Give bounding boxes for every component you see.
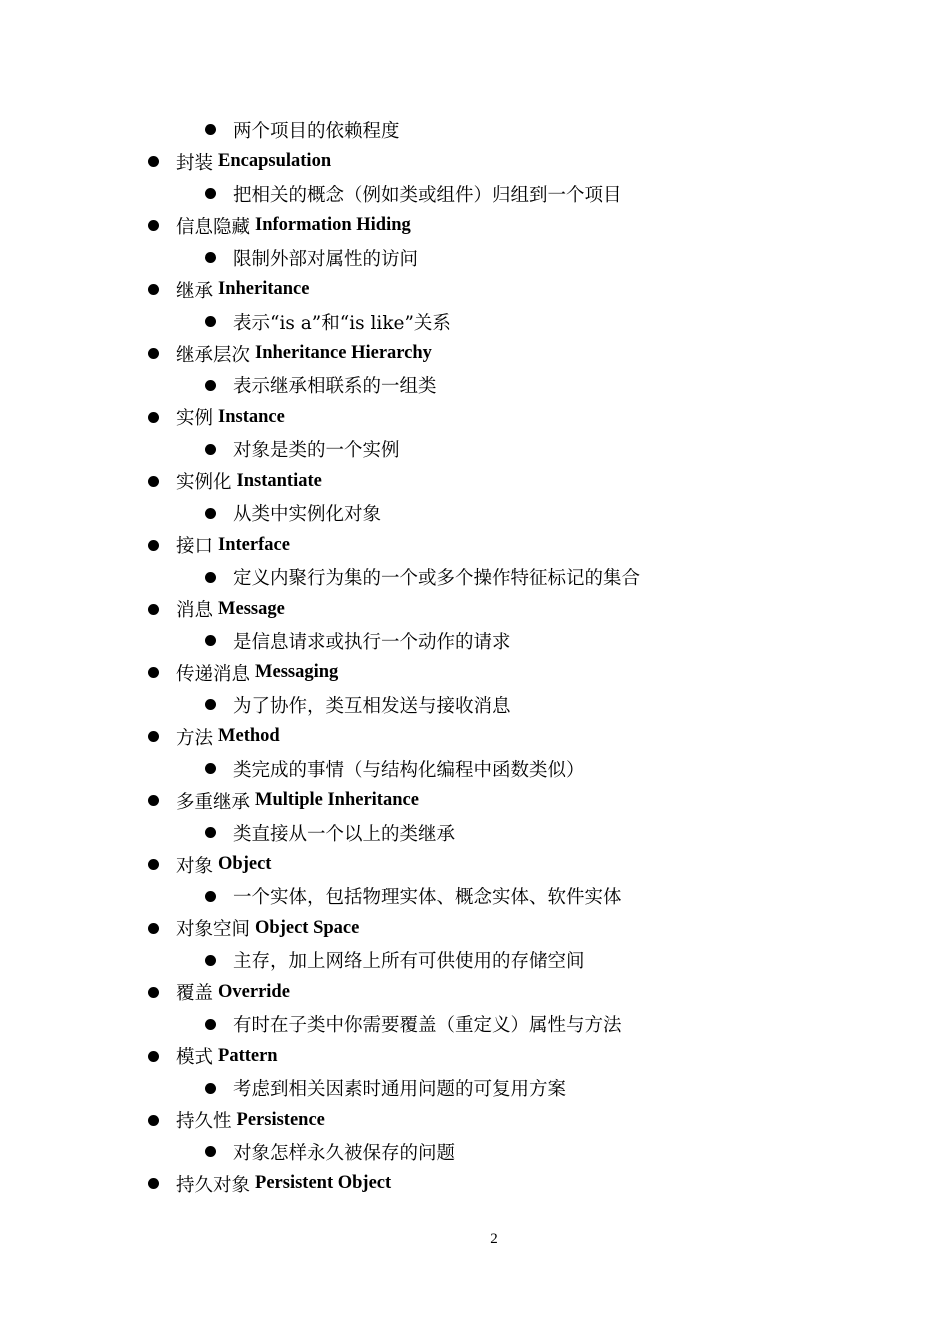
bullet-icon (205, 1019, 216, 1030)
bullet-icon (148, 284, 159, 295)
term-item (0, 1168, 950, 1200)
term-english: Persistence (236, 1109, 325, 1130)
term-english: Instantiate (236, 470, 322, 491)
term-english: Instance (218, 406, 285, 427)
bullet-icon (148, 795, 159, 806)
definition-text: 对象是类的一个实例 (233, 440, 400, 462)
term-chinese: 封装 (176, 152, 214, 174)
definition-text: 限制外部对属性的访问 (233, 248, 419, 270)
bullet-icon (148, 1178, 159, 1189)
term-chinese: 接口 (176, 536, 214, 558)
definition-text: 类直接从一个以上的类继承 (233, 823, 456, 845)
bullet-icon (148, 476, 159, 487)
bullet-icon (148, 1051, 159, 1062)
definition-item (0, 689, 950, 721)
bullet-icon (148, 1115, 159, 1126)
term-item (0, 210, 950, 242)
term-english: Override (218, 981, 290, 1002)
page-number: 2 (490, 1231, 498, 1247)
term-chinese: 持久性 (176, 1111, 232, 1133)
definition-text: 类完成的事情（与结构化编程中函数类似） (233, 759, 585, 781)
definition-item (0, 561, 950, 593)
bullet-icon (205, 444, 216, 455)
term-english: Pattern (218, 1045, 278, 1066)
definition-item (0, 1136, 950, 1168)
bullet-icon (205, 252, 216, 263)
bullet-icon (148, 731, 159, 742)
term-chinese: 信息隐藏 (176, 216, 251, 238)
term-english: Message (218, 598, 285, 619)
definition-item (0, 881, 950, 913)
term-item (0, 1104, 950, 1136)
term-chinese: 对象空间 (176, 919, 251, 941)
definition-text: 是信息请求或执行一个动作的请求 (233, 631, 511, 653)
term-item (0, 401, 950, 433)
term-english: Inheritance (218, 279, 310, 300)
definition-text: 表示“is a”和“is like”关系 (233, 312, 451, 334)
term-item (0, 976, 950, 1008)
bullet-icon (148, 667, 159, 678)
bullet-icon (148, 604, 159, 615)
bullet-icon (205, 188, 216, 199)
bullet-icon (205, 891, 216, 902)
term-item (0, 146, 950, 178)
bullet-icon (205, 699, 216, 710)
definition-item (0, 753, 950, 785)
term-chinese: 模式 (176, 1047, 214, 1069)
term-item (0, 338, 950, 370)
bullet-icon (205, 763, 216, 774)
bullet-icon (205, 508, 216, 519)
definition-text: 为了协作，类互相发送与接收消息 (233, 695, 511, 717)
definition-text: 表示继承相联系的一组类 (233, 376, 437, 398)
term-item (0, 657, 950, 689)
definition-item (0, 625, 950, 657)
definition-text: 一个实体，包括物理实体、概念实体、软件实体 (233, 887, 622, 909)
definition-text: 把相关的概念（例如类或组件）归组到一个项目 (233, 184, 622, 206)
bullet-icon (148, 540, 159, 551)
definition-item (0, 433, 950, 465)
definition-item (0, 242, 950, 274)
glossary-list (0, 114, 950, 1200)
term-item (0, 529, 950, 561)
definition-item (0, 497, 950, 529)
term-chinese: 传递消息 (176, 663, 251, 685)
definition-text: 两个项目的依赖程度 (233, 120, 400, 142)
term-item (0, 593, 950, 625)
term-english: Messaging (255, 662, 339, 683)
definition-item (0, 178, 950, 210)
bullet-icon (205, 124, 216, 135)
term-english: Persistent Object (255, 1173, 392, 1194)
bullet-icon (148, 412, 159, 423)
term-chinese: 对象 (176, 855, 214, 877)
definition-text: 有时在子类中你需要覆盖（重定义）属性与方法 (233, 1015, 622, 1037)
bullet-icon (148, 859, 159, 870)
term-english: Information Hiding (255, 215, 411, 236)
term-english: Multiple Inheritance (255, 790, 419, 811)
bullet-icon (205, 635, 216, 646)
term-english: Method (218, 726, 280, 747)
definition-text: 对象怎样永久被保存的问题 (233, 1142, 456, 1164)
bullet-icon (205, 1146, 216, 1157)
term-english: Object (218, 854, 272, 875)
definition-item (0, 114, 950, 146)
term-chinese: 消息 (176, 600, 214, 622)
definition-text: 定义内聚行为集的一个或多个操作特征标记的集合 (233, 568, 641, 590)
bullet-icon (205, 572, 216, 583)
term-chinese: 继承层次 (176, 344, 251, 366)
bullet-icon (148, 987, 159, 998)
term-english: Interface (218, 534, 290, 555)
bullet-icon (148, 348, 159, 359)
term-english: Encapsulation (218, 151, 332, 172)
term-item (0, 785, 950, 817)
bullet-icon (205, 827, 216, 838)
term-english: Inheritance Hierarchy (255, 343, 432, 364)
term-item (0, 1040, 950, 1072)
term-chinese: 实例化 (176, 472, 232, 494)
bullet-icon (205, 1083, 216, 1094)
term-item (0, 274, 950, 306)
term-chinese: 多重继承 (176, 791, 251, 813)
bullet-icon (148, 923, 159, 934)
bullet-icon (148, 220, 159, 231)
definition-item (0, 370, 950, 402)
term-item (0, 721, 950, 753)
definition-text: 考虑到相关因素时通用问题的可复用方案 (233, 1079, 567, 1101)
term-english: Object Space (255, 917, 360, 938)
bullet-icon (148, 156, 159, 167)
definition-item (0, 1072, 950, 1104)
term-item (0, 465, 950, 497)
term-chinese: 覆盖 (176, 983, 214, 1005)
definition-text: 主存，加上网络上所有可供使用的存储空间 (233, 951, 585, 973)
term-item (0, 849, 950, 881)
term-chinese: 方法 (176, 727, 214, 749)
definition-item (0, 944, 950, 976)
bullet-icon (205, 380, 216, 391)
definition-item (0, 817, 950, 849)
definition-item (0, 1008, 950, 1040)
term-chinese: 继承 (176, 280, 214, 302)
bullet-icon (205, 316, 216, 327)
term-chinese: 持久对象 (176, 1174, 251, 1196)
bullet-icon (205, 955, 216, 966)
definition-text: 从类中实例化对象 (233, 504, 382, 526)
term-chinese: 实例 (176, 408, 214, 430)
term-item (0, 912, 950, 944)
definition-item (0, 306, 950, 338)
